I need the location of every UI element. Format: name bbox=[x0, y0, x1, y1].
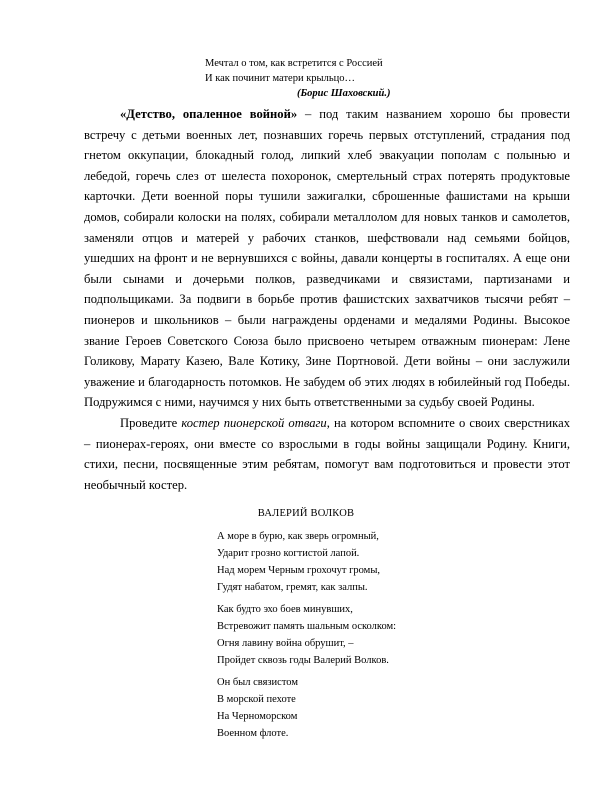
epigraph-author: (Борис Шаховский.) bbox=[297, 88, 391, 99]
poem-title: ВАЛЕРИЙ ВОЛКОВ bbox=[257, 508, 355, 519]
poem-verse: Пройдет сквозь годы Валерий Волков. bbox=[217, 655, 389, 666]
poem-verse: Он был связистом bbox=[217, 677, 298, 688]
main-text bbox=[84, 104, 570, 495]
poem-verse: Ударит грозно когтистой лапой. bbox=[217, 548, 360, 559]
poem bbox=[217, 528, 396, 747]
poem-verse: Как будто эхо боев минувших, bbox=[217, 604, 353, 615]
proposal-paragraph bbox=[84, 413, 570, 495]
proposal-before: Проведите bbox=[120, 415, 182, 430]
poem-verse: В морской пехоте bbox=[217, 694, 296, 705]
poem-verse: Военном флоте. bbox=[217, 728, 289, 739]
poem-verse: Огня лавину война обрушит, – bbox=[217, 638, 354, 649]
proposal-after: , на котором вспомните о своих сверстниках – пионерах-героях, они вместе со взрослыми в годы войны защищали Родину. Книги, стихи, песни, посвященные этим ребятам, помогут вам подготовиться и провести этот необычный костер. bbox=[84, 415, 570, 492]
poem-verse: На Черноморском bbox=[217, 711, 298, 722]
epigraph-line: И как починит матери крыльцо… bbox=[205, 73, 355, 84]
epigraph-line: Мечтал о том, как встретится с Россией bbox=[205, 58, 383, 69]
proposal-emphasis: костер пионерской отваги bbox=[181, 415, 327, 430]
intro-text: – под таким названием хорошо бы провести встречу с детьми военных лет, познавших горечь первых отступлений, страдания под гнетом оккупации, блокадный голод, липкий хлеб эвакуации пополам с полынью и лебедой, горечь слез от шелеста похоронок, смертельный страх потерять продуктовые карточки. Дети военной поры тушили зажигалки, сброшенные фашистами на крыши домов, собирали колоски на полях, собирали металлолом для новых танков и самолетов, заменяли отцов и матерей у рабочих станков, шефствовали над семьями бойцов, ушедших на фронт и не вернувшихся с войны, давали концерты в госпиталях. А еще они были сынами и дочерьми полков, разведчиками и связистами, партизанами и подпольщиками. За подвиги в борьбе против фашистских захватчиков тысячи ребят – пионеров и школьников – были награждены орденами и медалями Родины. Высокое звание Героев Советского Союза было присвоено четырем отважным пионерам: Лене Голикову, Марату Казею, Вале Котику, Зине Портновой. Дети войны – они заслужили уважение и благодарность потомков. Не забудем об этих людях в юбилейный год Победы. Подружимся с ними, научимся у них быть ответственными за судьбу своей Родины. bbox=[84, 107, 570, 410]
epigraph bbox=[205, 56, 390, 101]
poem-verse: Встревожит память шальным осколком: bbox=[217, 621, 397, 632]
intro-title: «Детство, опаленное войной» bbox=[120, 107, 298, 121]
poem-verse: А море в бурю, как зверь огромный, bbox=[217, 531, 379, 542]
poem-verse: Над морем Черным грохочут громы, bbox=[217, 565, 381, 576]
poem-stanza bbox=[217, 528, 396, 596]
poem-stanza bbox=[217, 601, 396, 669]
intro-paragraph bbox=[84, 104, 570, 413]
poem-verse: Гудят набатом, гремят, как залпы. bbox=[217, 582, 368, 593]
poem-stanza bbox=[217, 674, 396, 742]
